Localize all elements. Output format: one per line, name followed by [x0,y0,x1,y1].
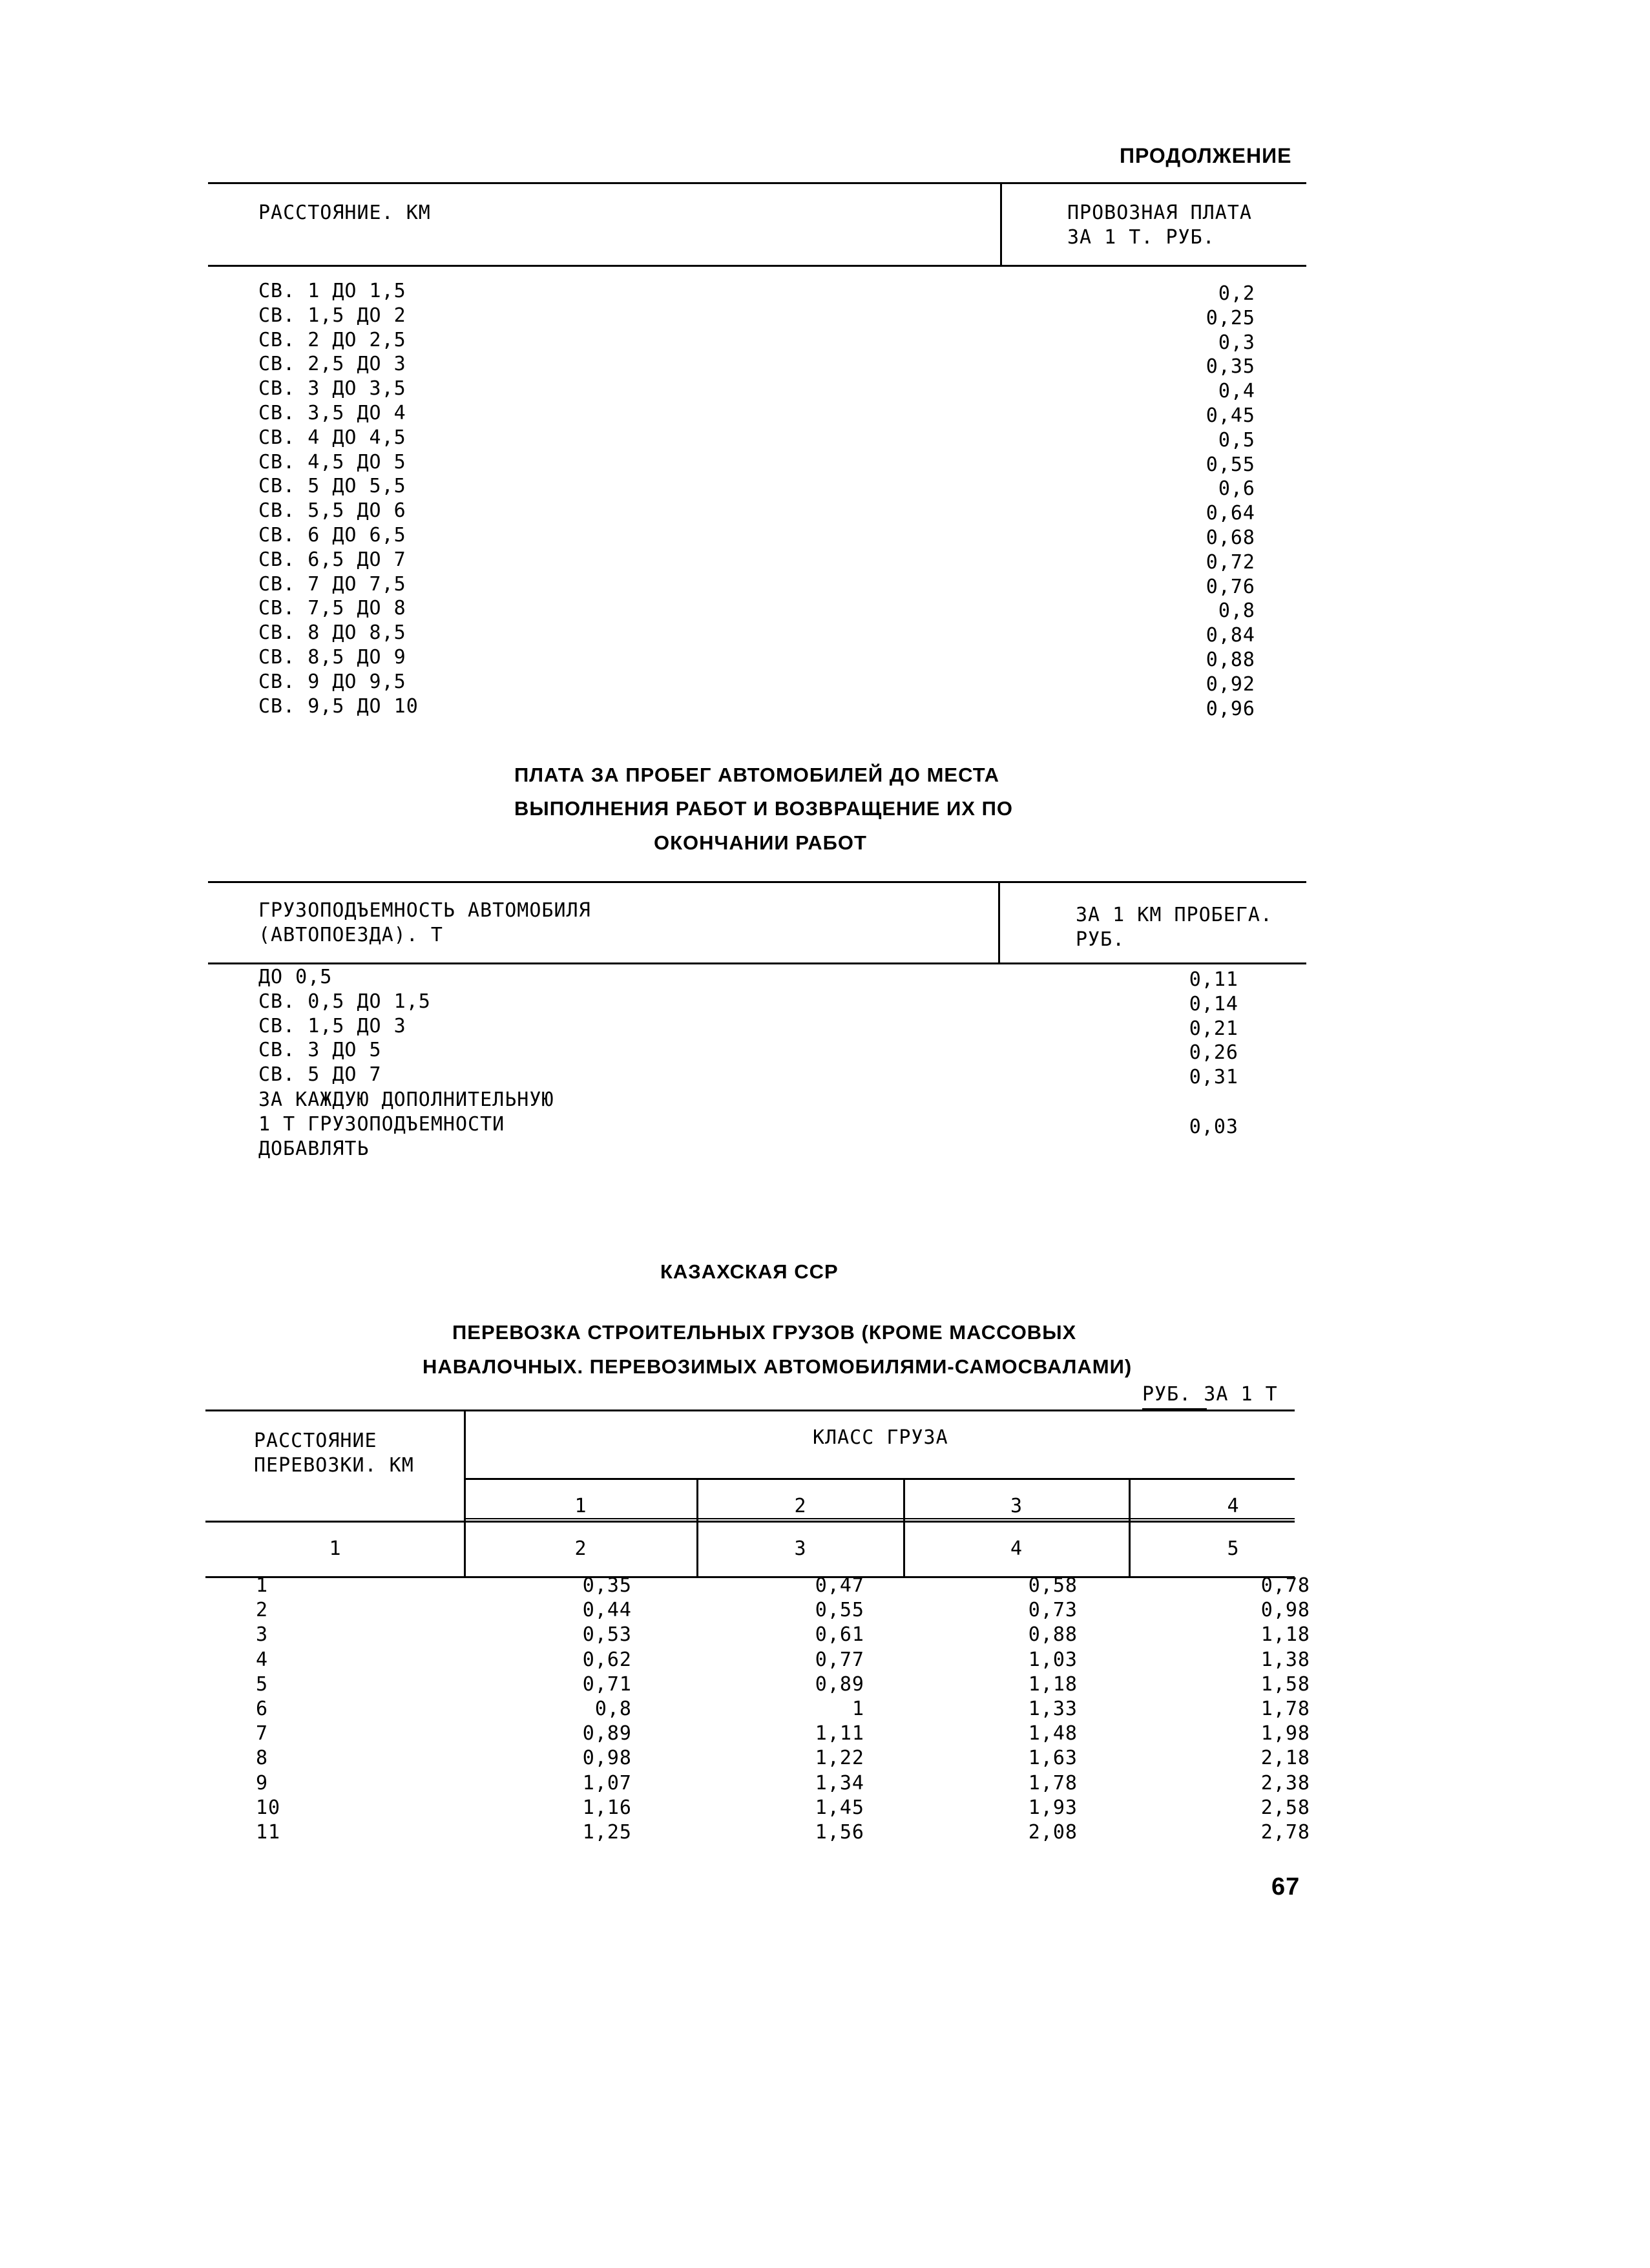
rate-cell: 1,93 [1028,1796,1078,1819]
rate-cell: 0,88 [1028,1623,1078,1647]
table2-extra-value: 0,03 [1189,1116,1238,1138]
table1-header-rule [208,265,1306,267]
table1-value-cell: 0,72 [1206,550,1255,574]
table1-range-cell: СВ. 2 ДО 2,5 [258,328,406,351]
rate-cell: 1,34 [815,1771,864,1795]
distance-cell: 3 [256,1623,269,1647]
rate-cell: 1,07 [582,1771,632,1795]
table1-range-cell: СВ. 9,5 ДО 10 [258,694,419,718]
table2-col1-header-line2: (АВТОПОЕЗДА). Т [258,924,443,946]
table2-capacity-cell: СВ. 0,5 ДО 1,5 [258,990,431,1013]
table1-value-cell: 0,8 [1218,599,1255,623]
table2-value-cell: 0,31 [1189,1066,1238,1089]
table2-value-cell: 0,26 [1189,1041,1238,1065]
table1-value-cell: 0,88 [1206,648,1255,671]
table2-value-cell: 0,11 [1189,968,1238,991]
table1-range-cell: СВ. 8 ДО 8,5 [258,621,406,645]
continuation-label: ПРОДОЛЖЕНИЕ [1120,144,1292,167]
rate-cell: 0,61 [815,1623,864,1647]
rate-cell: 1,33 [1028,1697,1078,1720]
class-number-1: 1 [574,1495,587,1517]
table2-value-cell: 0,21 [1189,1017,1238,1040]
table1-range-cell: СВ. 1,5 ДО 2 [258,304,406,327]
rate-cell: 2,18 [1260,1747,1310,1770]
rate-cell: 0,71 [582,1672,632,1696]
table2-extra-line1: ЗА КАЖДУЮ ДОПОЛНИТЕЛЬНУЮ [258,1088,554,1111]
rate-cell: 1 [851,1697,864,1720]
table1-value-cell: 0,55 [1206,453,1255,476]
table3-col1-header-line1: РАССТОЯНИЕ [254,1430,377,1452]
table2-extra-line2: 1 Т ГРУЗОПОДЪЕМНОСТИ [258,1113,505,1136]
distance-cell: 4 [256,1648,269,1671]
rate-cell: 0,73 [1028,1599,1078,1622]
column-number-2: 2 [574,1537,587,1560]
table3-divider-2 [696,1478,698,1577]
rate-cell: 2,58 [1260,1796,1310,1819]
table2-value-column [1169,968,1238,1090]
table2-col2-header-line2: РУБ. [1076,928,1125,951]
table2-column-divider [998,881,1000,963]
distance-cell: 8 [256,1747,269,1770]
table1-range-cell: СВ. 3,5 ДО 4 [258,401,406,424]
rate-cell: 1,78 [1028,1771,1078,1795]
rate-cell: 1,16 [582,1796,632,1819]
rate-cell: 1,58 [1260,1672,1310,1696]
table1-value-cell: 0,76 [1206,575,1255,598]
table1-column-divider [1000,182,1002,266]
table1-range-cell: СВ. 4,5 ДО 5 [258,450,406,473]
table3-class-rule [464,1478,1295,1480]
unit-label: РУБ. ЗА 1 Т [1142,1383,1278,1406]
table1-range-cell: СВ. 6 ДО 6,5 [258,523,406,546]
table1-range-cell: СВ. 8,5 ДО 9 [258,645,406,669]
table2-col1-header-line1: ГРУЗОПОДЪЕМНОСТЬ АВТОМОБИЛЯ [258,899,591,922]
table1-range-cell: СВ. 1 ДО 1,5 [258,280,406,302]
rate-cell: 1,78 [1260,1697,1310,1720]
table1-value-cell: 0,35 [1206,355,1255,379]
table1-value-cell: 0,5 [1218,428,1255,452]
distance-cell: 11 [256,1820,281,1844]
table2-value-cell: 0,14 [1189,992,1238,1015]
table1-range-cell: СВ. 9 ДО 9,5 [258,670,406,693]
table2-capacity-cell: ДО 0,5 [258,966,333,988]
rate-cell: 1,56 [815,1820,864,1844]
page-number: 67 [1271,1873,1300,1900]
region-title: КАЗАХСКАЯ ССР [660,1260,839,1283]
table1-range-cell: СВ. 5 ДО 5,5 [258,475,406,498]
table1-range-cell: СВ. 7 ДО 7,5 [258,572,406,596]
table1-value-cell: 0,45 [1206,404,1255,427]
table1-col2-header-line2: ЗА 1 Т. РУБ. [1067,226,1215,249]
section3-title-line2: НАВАЛОЧНЫХ. ПЕРЕВОЗИМЫХ АВТОМОБИЛЯМИ-САМОСВАЛАМИ) [423,1355,1133,1378]
table1-range-cell: СВ. 2,5 ДО 3 [258,353,406,376]
class-number-4: 4 [1227,1495,1240,1517]
rate-cell: 0,77 [815,1648,864,1671]
class-number-underline [464,1518,1295,1519]
rate-cell: 2,78 [1260,1820,1310,1844]
rate-cell: 1,25 [582,1820,632,1844]
table1-top-rule [208,182,1306,184]
class-number-3: 3 [1010,1495,1023,1517]
table1-range-cell: СВ. 5,5 ДО 6 [258,499,406,523]
table1-range-column [258,279,646,718]
column-number-3: 3 [794,1537,807,1560]
table1-range-cell: СВ. 3 ДО 3,5 [258,377,406,401]
section2-title-line3: ОКОНЧАНИИ РАБОТ [654,831,867,854]
section3-title-line1: ПЕРЕВОЗКА СТРОИТЕЛЬНЫХ ГРУЗОВ (КРОМЕ МАССОВЫХ [452,1321,1077,1344]
table3-divider-3 [903,1478,905,1577]
table1-value-cell: 0,68 [1206,526,1255,549]
table3-header-bottom-rule [205,1576,1295,1578]
table1-col2-header-line1: ПРОВОЗНАЯ ПЛАТА [1067,202,1252,224]
table2-capacity-cell: СВ. 5 ДО 7 [258,1063,382,1087]
rate-cell: 1,22 [815,1747,864,1770]
class-number-2: 2 [794,1495,807,1517]
rate-cell: 1,03 [1028,1648,1078,1671]
rate-cell: 1,45 [815,1796,864,1819]
table1-col1-header: РАССТОЯНИЕ. КМ [258,202,431,224]
section2-title-line1: ПЛАТА ЗА ПРОБЕГ АВТОМОБИЛЕЙ ДО МЕСТА [514,764,1000,786]
rate-cell: 0,62 [582,1648,632,1671]
rate-cell: 0,8 [594,1697,632,1720]
table1-value-cell: 0,2 [1218,282,1255,305]
rate-cell: 0,35 [582,1574,632,1597]
section2-title-line2: ВЫПОЛНЕНИЯ РАБОТ И ВОЗВРАЩЕНИЕ ИХ ПО [514,797,1013,820]
rate-cell: 2,38 [1260,1771,1310,1795]
class-header: КЛАСС ГРУЗА [813,1426,948,1449]
table1-value-cell: 0,64 [1206,502,1255,525]
rate-cell: 1,11 [815,1722,864,1745]
rate-cell: 0,98 [1260,1599,1310,1622]
rate-cell: 1,18 [1260,1623,1310,1647]
rate-cell: 0,47 [815,1574,864,1597]
rate-cell: 0,44 [582,1599,632,1622]
table3-divider-4 [1129,1478,1131,1577]
table2-capacity-cell: СВ. 1,5 ДО 3 [258,1014,406,1037]
rate-cell: 1,63 [1028,1747,1078,1770]
table3-top-rule [205,1410,1295,1411]
table1-value-cell: 0,25 [1206,306,1255,329]
table1-value-cell: 0,6 [1218,477,1255,501]
distance-cell: 1 [256,1574,269,1597]
distance-cell: 7 [256,1722,269,1745]
rate-cell: 0,55 [815,1599,864,1622]
table1-range-cell: СВ. 6,5 ДО 7 [258,548,406,571]
table2-col2-header-line1: ЗА 1 КМ ПРОБЕГА. [1076,904,1273,926]
table1-value-cell: 0,96 [1206,697,1255,720]
rate-cell: 1,18 [1028,1672,1078,1696]
rate-cell: 0,78 [1260,1574,1310,1597]
rate-cell: 1,38 [1260,1648,1310,1671]
rate-cell: 2,08 [1028,1820,1078,1844]
distance-cell: 6 [256,1697,269,1720]
rate-cell: 0,89 [582,1722,632,1745]
rate-cell: 0,53 [582,1623,632,1647]
distance-cell: 2 [256,1599,269,1622]
table1-value-cell: 0,92 [1206,672,1255,696]
table2-capacity-cell: СВ. 3 ДО 5 [258,1039,382,1062]
distance-cell: 5 [256,1672,269,1696]
rate-cell: 1,98 [1260,1722,1310,1745]
column-number-4: 4 [1010,1537,1023,1560]
table2-extra-line3: ДОБАВЛЯТЬ [258,1138,370,1160]
rate-cell: 0,98 [582,1747,632,1770]
distance-cell: 10 [256,1796,281,1819]
table1-value-column [1186,282,1255,721]
table1-range-cell: СВ. 7,5 ДО 8 [258,597,406,620]
table2-header-rule [208,962,1306,964]
table3-col1-header-line2: ПЕРЕВОЗКИ. КМ [254,1454,414,1477]
rate-cell: 0,58 [1028,1574,1078,1597]
table1-value-cell: 0,84 [1206,624,1255,647]
table2-capacity-column [258,965,711,1087]
column-number-5: 5 [1227,1537,1240,1560]
table1-value-cell: 0,4 [1218,380,1255,403]
table1-value-cell: 0,3 [1218,331,1255,354]
table1-range-cell: СВ. 4 ДО 4,5 [258,426,406,449]
table2-top-rule [208,881,1306,883]
rate-cell: 0,89 [815,1672,864,1696]
distance-cell: 9 [256,1771,269,1795]
rate-cell: 1,48 [1028,1722,1078,1745]
column-number-1: 1 [329,1537,342,1560]
table3-numbers-rule [205,1521,1295,1523]
